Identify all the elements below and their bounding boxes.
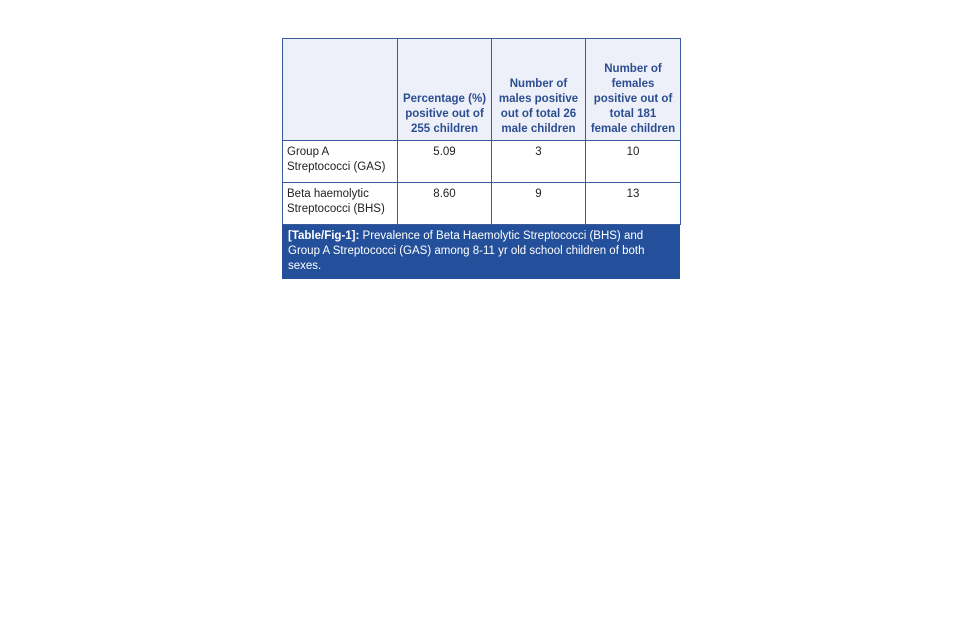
table-row [283, 141, 681, 183]
row-label-bhs: Beta haemolytic Streptococci (BHS) [283, 183, 398, 225]
table-row [283, 183, 681, 225]
table-figure [282, 38, 680, 279]
header-males: Number of males positive out of total 26 male children [492, 39, 586, 141]
cell-males-bhs: 9 [492, 183, 586, 225]
cell-percentage-bhs: 8.60 [398, 183, 492, 225]
prevalence-table [282, 38, 681, 225]
table-caption [282, 225, 680, 279]
cell-males-gas: 3 [492, 141, 586, 183]
caption-label: [Table/Fig-1]: [288, 230, 360, 242]
caption-text: Prevalence of Beta Haemolytic Streptococci (BHS) and Group A Streptococci (GAS) among 8-11 yr old school children of both sexes. [288, 230, 645, 272]
cell-females-bhs: 13 [586, 183, 681, 225]
cell-females-gas: 10 [586, 141, 681, 183]
header-empty-cell [283, 39, 398, 141]
header-females: Number of females positive out of total 181 female children [586, 39, 681, 141]
header-percentage: Percentage (%) positive out of 255 children [398, 39, 492, 141]
cell-percentage-gas: 5.09 [398, 141, 492, 183]
row-label-gas: Group A Streptococci (GAS) [283, 141, 398, 183]
table-header-row [283, 39, 681, 141]
